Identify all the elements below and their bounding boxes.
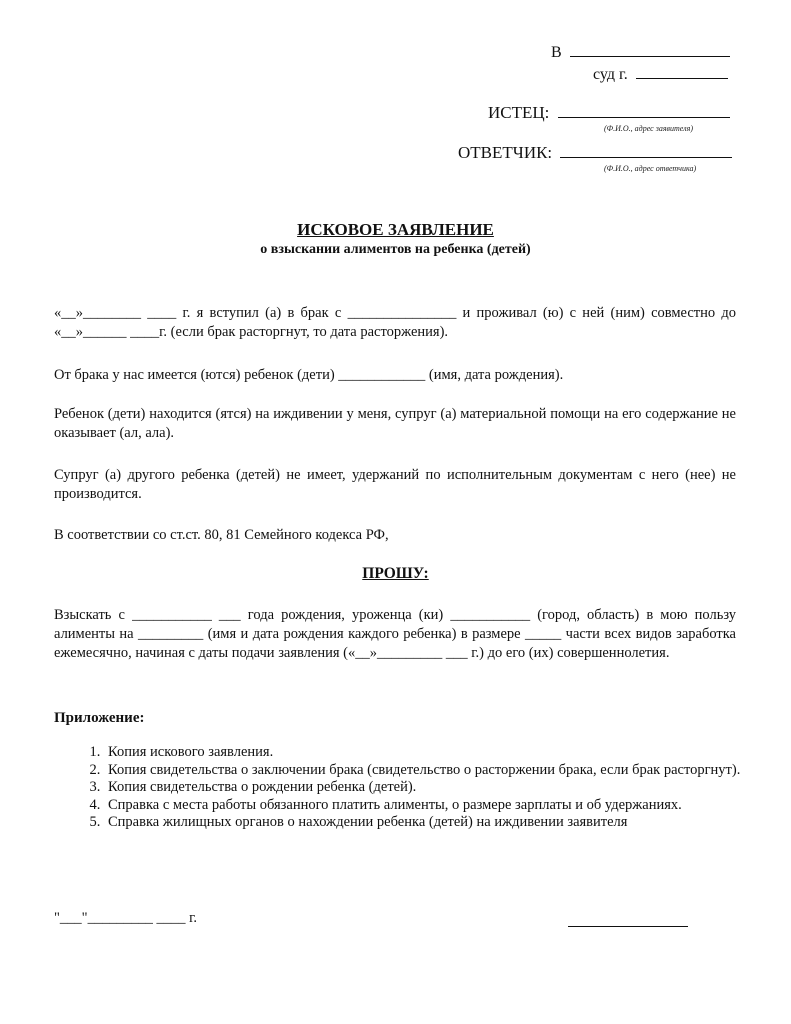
court-blank xyxy=(570,56,730,57)
list-item: 2. Копия свидетельства о заключении брака (свидетельство о расторжении брака, если брак расторгнут). xyxy=(104,762,760,780)
plaintiff-blank xyxy=(558,117,730,118)
request-text: Взыскать с ___________ ___ года рождения, уроженца (ки) ___________ (город, область) в мою пользу алименты на _________ (имя и дата рождения каждого ребенка) в размере _____ части всех видов заработка ежемесячно, начиная с даты подачи заявления («__»_________ ___ г.) до его (их) совершеннолетия. xyxy=(54,607,736,661)
request-heading: ПРОШУ: xyxy=(362,565,429,582)
defendant-label: ОТВЕТЧИК: xyxy=(458,143,553,162)
court-city-line xyxy=(593,66,728,84)
defendant-line xyxy=(458,144,732,162)
paragraph-marriage: «__»________ ____ г. я вступил (а) в брак с _______________ и проживал (ю) с ней (ним) совместно до «__»______ ____г. (если брак расторгнут, то дата расторжения). xyxy=(54,305,736,340)
paragraph-children: От брака у нас имеется (ются) ребенок (дети) ____________ (имя, дата рождения). xyxy=(54,367,564,383)
list-item: 5. Справка жилищных органов о нахождении ребенка (детей) на иждивении заявителя xyxy=(104,814,760,832)
court-line xyxy=(551,44,730,62)
list-item: 3. Копия свидетельства о рождении ребенка (детей). xyxy=(104,779,760,797)
document-subtitle: о взыскании алиментов на ребенка (детей) xyxy=(260,242,531,257)
defendant-hint: (Ф.И.О., адрес ответчика) xyxy=(604,164,697,173)
attachments-list xyxy=(80,744,760,832)
list-item: 4. Справка с места работы обязанного платить алименты, о размере зарплаты и об удержаниях. xyxy=(104,797,760,815)
paragraph-other-children: Супруг (а) другого ребенка (детей) не имеет, удержаний по исполнительным документам с него (нее) не производится. xyxy=(54,467,736,502)
attachments-heading: Приложение: xyxy=(54,710,145,726)
plaintiff-hint: (Ф.И.О., адрес заявителя) xyxy=(604,124,694,133)
plaintiff-label: ИСТЕЦ: xyxy=(488,103,550,122)
court-city-blank xyxy=(636,78,728,79)
defendant-blank xyxy=(560,157,732,158)
list-item: 1. Копия искового заявления. xyxy=(104,744,760,762)
plaintiff-line xyxy=(488,104,730,122)
court-prefix: В xyxy=(551,44,562,61)
signature-line xyxy=(568,926,688,927)
paragraph-legal-basis: В соответствии со ст.ст. 80, 81 Семейного кодекса РФ, xyxy=(54,527,389,543)
paragraph-dependency: Ребенок (дети) находится (ятся) на иждивении у меня, супруг (а) материальной помощи на его содержание не оказывает (ал, ала). xyxy=(54,406,736,441)
court-city-label: суд г. xyxy=(593,66,628,83)
document-title: ИСКОВОЕ ЗАЯВЛЕНИЕ xyxy=(297,220,494,239)
footer-date: "___"_________ ____ г. xyxy=(54,910,198,926)
